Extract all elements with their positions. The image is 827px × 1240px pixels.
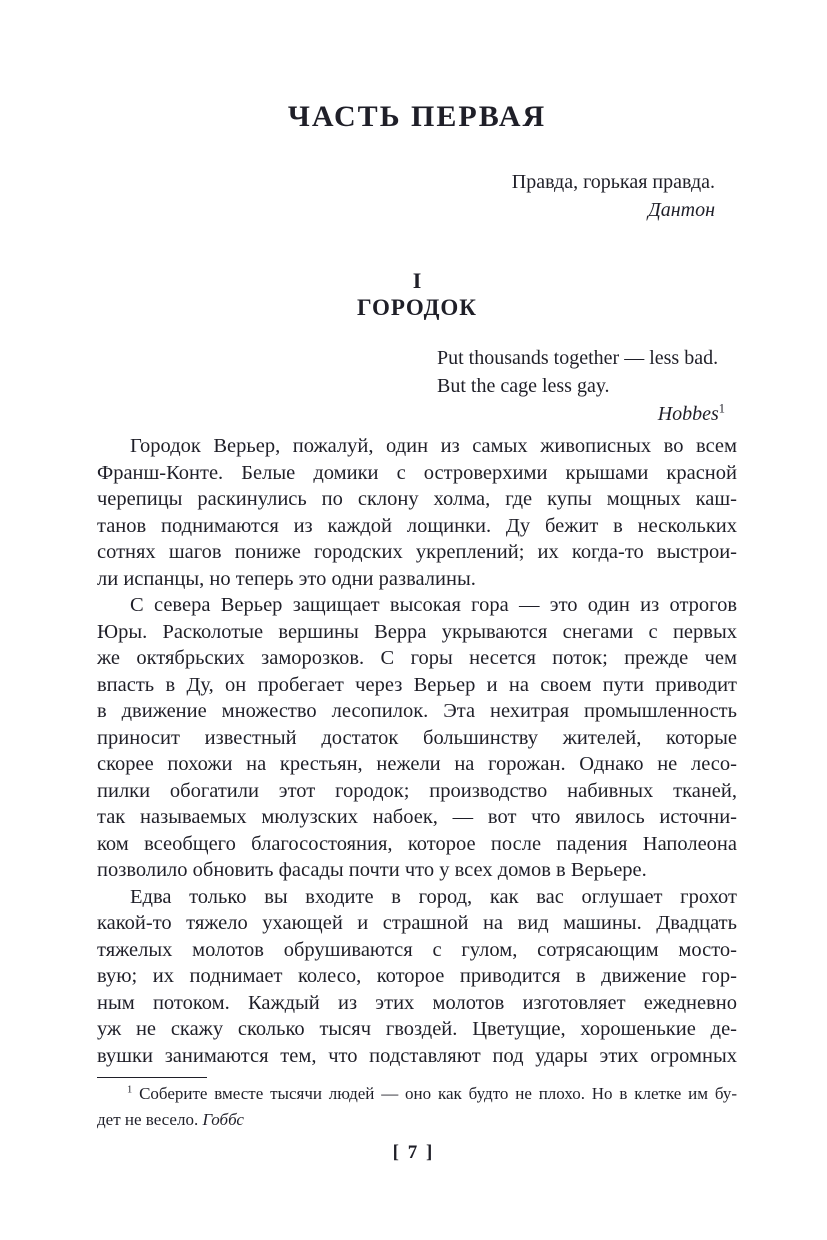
text-line: так называемых мюлузских набоек, — вот что явилось источни- [97,806,737,828]
footnote-marker: 1 [127,1084,133,1096]
text-line: приносит известный достаток большинству жителей, которые [97,726,737,749]
text-line: ли испанцы, но теперь это одни развалины. [97,567,476,590]
body-text [97,433,737,1069]
epigraph-hobbes-line: Put thousands together — less bad. [437,347,719,369]
footnote-reference: 1 [718,401,725,416]
text-line: в движение множество лесопилок. Эта нехитрая промышленность [97,700,737,722]
text-line: вушки занимаются тем, что подставляют под удары этих огромных [97,1044,737,1067]
text-line: сотнях шагов пониже городских укреплений; их когда-то выстрои- [97,541,737,563]
chapter-heading [97,268,737,322]
text-line: впасть в Ду, он пробегает через Верьер и на своем пути приводит [97,673,737,696]
text-line: тяжелых молотов обрушиваются с гулом, сотрясающим мосто- [97,938,737,961]
footnote-line: $^1$ Соберите вместе тысячи людей — оно как будто не плохо. Но в клетке им бу- [127,1084,737,1103]
epigraph-danton-text: Правда, горькая правда. [511,171,715,193]
text-column [97,0,737,1133]
page-number: [ 7 ] [392,1142,435,1163]
footnote-line: дет не весело. Гоббс [97,1110,244,1129]
epigraph-hobbes-author: Hobbes$^1$ [657,401,725,425]
text-line: танов поднимаются из каждой лощинки. Ду бежит в нескольких [97,514,737,537]
text-line: же октябрьских заморозков. С горы несется поток; прежде чем [97,647,737,669]
text-line: Едва только вы входите в город, как вас оглушает грохот [130,885,737,908]
part-title: ЧАСТЬ ПЕРВАЯ [287,100,547,133]
text-line: уж не скажу сколько тысяч гвоздей. Цветущие, хорошенькие де- [97,1018,737,1040]
text-line: ным потоком. Каждый из этих молотов изготовляет ежедневно [97,991,737,1014]
text-line: черепицы раскинулись по склону холма, где купы мощных каш- [97,488,737,510]
epigraph-danton [97,168,737,224]
chapter-title: ГОРОДОК [356,295,477,320]
text-line: С севера Верьер защищает высокая гора — это один из отрогов [130,594,737,616]
text-line: ком всеобщего благосостояния, которое после падения Наполеона [97,832,737,855]
epigraph-danton-author: Дантон [647,199,715,221]
text-line: скорее похожи на крестьян, нежели на горожан. Однако не лесо- [97,753,737,775]
text-line: какой-то тяжело ухающей и страшной на вид машины. Двадцать [97,912,737,934]
epigraph-hobbes-line: But the cage less gay. [437,375,610,397]
footnote [97,1077,737,1133]
text-line: Юры. Расколотые вершины Верра укрываются снегами с первых [97,620,737,643]
text-line: вую; их поднимает колесо, которое приводится в движение гор- [97,965,737,987]
text-line: Франш-Конте. Белые домики с островерхими крышами красной [97,461,737,484]
epigraph-hobbes [437,344,725,428]
chapter-number: I [412,268,422,293]
text-line: позволило обновить фасады почти что у всех домов в Верьере. [97,859,647,881]
footnote-author: Гоббс [202,1110,244,1129]
footnote-rule [97,1077,207,1078]
text-line: пилки обогатили этот городок; производство набивных тканей, [97,779,737,802]
text-line: Городок Верьер, пожалуй, один из самых живописных во всем [130,435,737,457]
